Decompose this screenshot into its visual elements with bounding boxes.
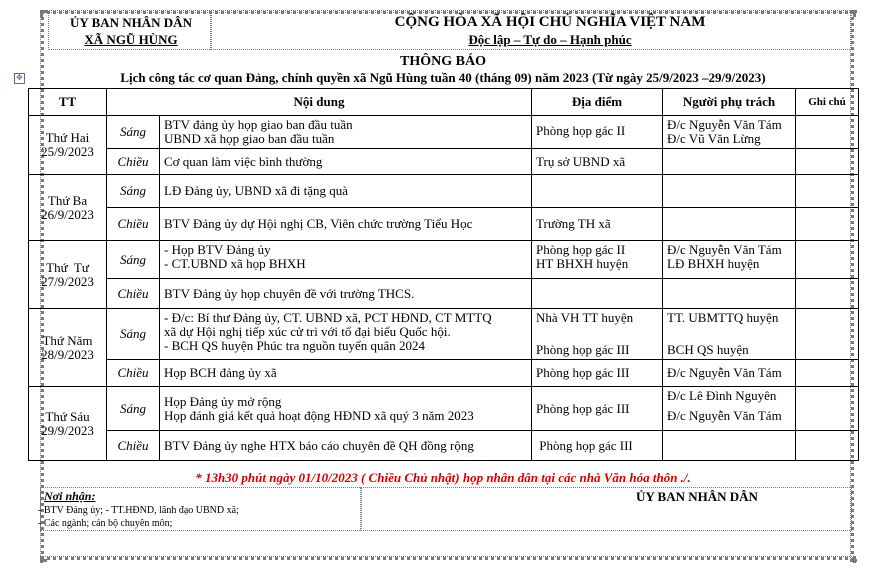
content-line: BTV đảng ủy họp giao ban đầu tuần [164,117,353,132]
table-row [29,116,859,149]
place-cell [532,208,663,241]
person-line: BCH QS huyện [667,342,749,357]
content-line: Họp đánh giá kết quả hoạt động HĐND xã quý 3 năm 2023 [164,408,474,423]
recipients-label: Nơi nhận: [44,489,96,503]
person-line: Đ/c Vũ Văn Lừng [667,131,761,146]
page-border-bottom [40,556,856,560]
day-cell [29,241,107,309]
note-cell [796,175,859,208]
motto-line2: Độc lập – Tự do – Hạnh phúc [468,32,632,47]
content-cell [160,279,532,309]
table-move-handle-icon[interactable]: ✥ [14,73,25,84]
issuer-block [50,14,212,48]
day-name: Thứ Ba [47,192,88,208]
place-cell [532,309,663,360]
place-line: Nhà VH TT huyện [536,310,634,325]
content-line: Họp Đảng ủy mở rộng [164,394,282,409]
person-line: Đ/c Nguyễn Văn Tám [667,408,782,423]
place-line: Trường TH xã [536,216,611,231]
day-name: Thứ Sáu [45,408,90,424]
day-name: Thứ Hai [45,130,90,145]
person-line: Đ/c Nguyễn Văn Tám [667,117,782,132]
day-cell [29,116,107,175]
table-row [29,360,859,387]
recipients-line2: - Các ngành; cán bộ chuyên môn; [38,518,173,529]
content-line: - BCH QS huyện Phúc tra nguồn tuyển quân 2024 [164,338,426,353]
person-cell [663,241,796,279]
document-subtitle: Lịch công tác cơ quan Đảng, chính quyền xã Ngũ Hùng tuần 40 (tháng 09) năm 2023 (Từ ngày 25/9/2023 –29/9/2023) [120,70,766,85]
signature-title: ỦY BAN NHÂN DÂN [636,489,758,504]
content-line: - CT.UBND xã họp BHXH [164,256,306,271]
note-cell [796,309,859,360]
day-name: Thứ Năm [42,332,93,348]
col-header-content: Nội dung [107,89,532,116]
day-cell [29,309,107,387]
recipients-line1: - BTV Đảng ủy; - TT.HĐND, lãnh đạo UBND xã; [38,505,239,516]
schedule-table [28,88,859,461]
col-header-person: Người phụ trách [663,89,796,116]
day-date: 25/9/2023 [41,144,94,159]
content-cell [160,208,532,241]
place-line: Phòng họp gác III [536,437,633,453]
person-line: Đ/c Nguyễn Văn Tám [667,365,782,380]
day-name: Thứ Tư [46,259,89,275]
session-pm: Chiều [107,279,160,309]
content-line: - Họp BTV Đảng ủy [164,242,271,257]
place-cell [532,387,663,431]
day-date: 28/9/2023 [41,346,94,362]
day-date: 29/9/2023 [41,422,94,438]
session-am: Sáng [107,175,160,208]
content-line: Cơ quan làm việc bình thường [164,153,323,169]
table-row [29,309,859,360]
person-line: LĐ BHXH huyện [667,256,760,271]
note-cell [796,279,859,309]
content-cell [160,309,532,360]
person-line: Đ/c Lê Đình Nguyên [667,388,777,403]
note-cell [796,241,859,279]
footnote: * 13h30 phút ngày 01/10/2023 ( Chiều Chủ nhật) họp nhân dân tại các nhà Văn hóa thôn ./. [195,470,691,485]
content-cell [160,175,532,208]
content-cell [160,241,532,279]
person-cell [663,116,796,149]
content-line: - Đ/c: Bí thư Đảng ủy, CT. UBND xã, PCT HĐND, CT MTTQ [164,310,492,325]
note-cell [796,387,859,431]
content-cell [160,149,532,175]
person-line: TT. UBMTTQ huyện [667,310,779,325]
col-header-place: Địa điểm [532,89,663,116]
place-line: HT BHXH huyện [536,256,629,271]
place-cell [532,360,663,387]
place-cell [532,241,663,279]
note-cell [796,208,859,241]
note-cell [796,116,859,149]
person-cell [663,175,796,208]
table-row [29,241,859,279]
footer-box-right [360,487,852,531]
content-cell [160,431,532,461]
day-cell [29,175,107,241]
table-header-row [29,89,859,116]
content-line: LĐ Đảng ủy, UBND xã đi tặng quà [164,183,349,198]
place-cell [532,279,663,309]
note-cell [796,360,859,387]
session-pm: Chiều [107,208,160,241]
issuer-line2: XÃ NGŨ HÙNG [84,32,178,47]
content-line: BTV Đảng ủy nghe HTX báo cáo chuyên đề QH đồng rộng [164,437,474,453]
table-row [29,387,859,431]
note-cell [796,149,859,175]
person-cell [663,309,796,360]
motto-line1: CỘNG HÒA XÃ HỘI CHỦ NGHĨA VIỆT NAM [394,14,706,30]
content-line: BTV Đảng ủy họp chuyên đề với trường THCS. [164,285,415,301]
session-pm: Chiều [107,149,160,175]
person-line: Đ/c Nguyễn Văn Tám [667,242,782,257]
place-line: Phòng họp gác III [536,400,630,416]
content-line: Họp BCH đảng ủy xã [164,365,277,380]
session-am: Sáng [107,387,160,431]
place-line: Trụ sở UBND xã [536,153,626,169]
place-line: Phòng họp gác III [536,342,630,357]
table-row [29,431,859,461]
content-cell [160,360,532,387]
place-cell [532,175,663,208]
session-am: Sáng [107,309,160,360]
table-row [29,149,859,175]
person-cell [663,208,796,241]
session-am: Sáng [107,116,160,149]
document-title: THÔNG BÁO [400,54,486,69]
place-line: Phòng họp gác II [536,242,626,257]
col-header-note: Ghi chú [796,89,859,116]
content-cell [160,116,532,149]
session-pm: Chiều [107,431,160,461]
place-line: Phòng họp gác II [536,123,626,138]
person-cell [663,149,796,175]
content-line: UBND xã họp giao ban đầu tuần [164,131,335,146]
content-cell [160,387,532,431]
place-cell [532,116,663,149]
table-row [29,279,859,309]
person-cell [663,387,796,431]
place-line: Phòng họp gác III [536,365,630,380]
place-cell [532,431,663,461]
day-cell [29,387,107,461]
day-date: 27/9/2023 [41,273,94,289]
day-date: 26/9/2023 [41,206,94,222]
person-cell [663,279,796,309]
issuer-line1: ỦY BAN NHÂN DÂN [70,15,192,30]
session-pm: Chiều [107,360,160,387]
note-cell [796,431,859,461]
place-cell [532,149,663,175]
session-am: Sáng [107,241,160,279]
person-cell [663,431,796,461]
table-row [29,208,859,241]
table-row [29,175,859,208]
content-line: BTV Đảng ủy dự Hội nghị CB, Viên chức trường Tiểu Học [164,216,473,231]
content-line: xã dự Hội nghị tiếp xúc cử tri với tổ đại biểu Quốc hội. [164,324,451,339]
national-motto [270,14,830,48]
person-cell [663,360,796,387]
col-header-tt: TT [29,89,107,116]
